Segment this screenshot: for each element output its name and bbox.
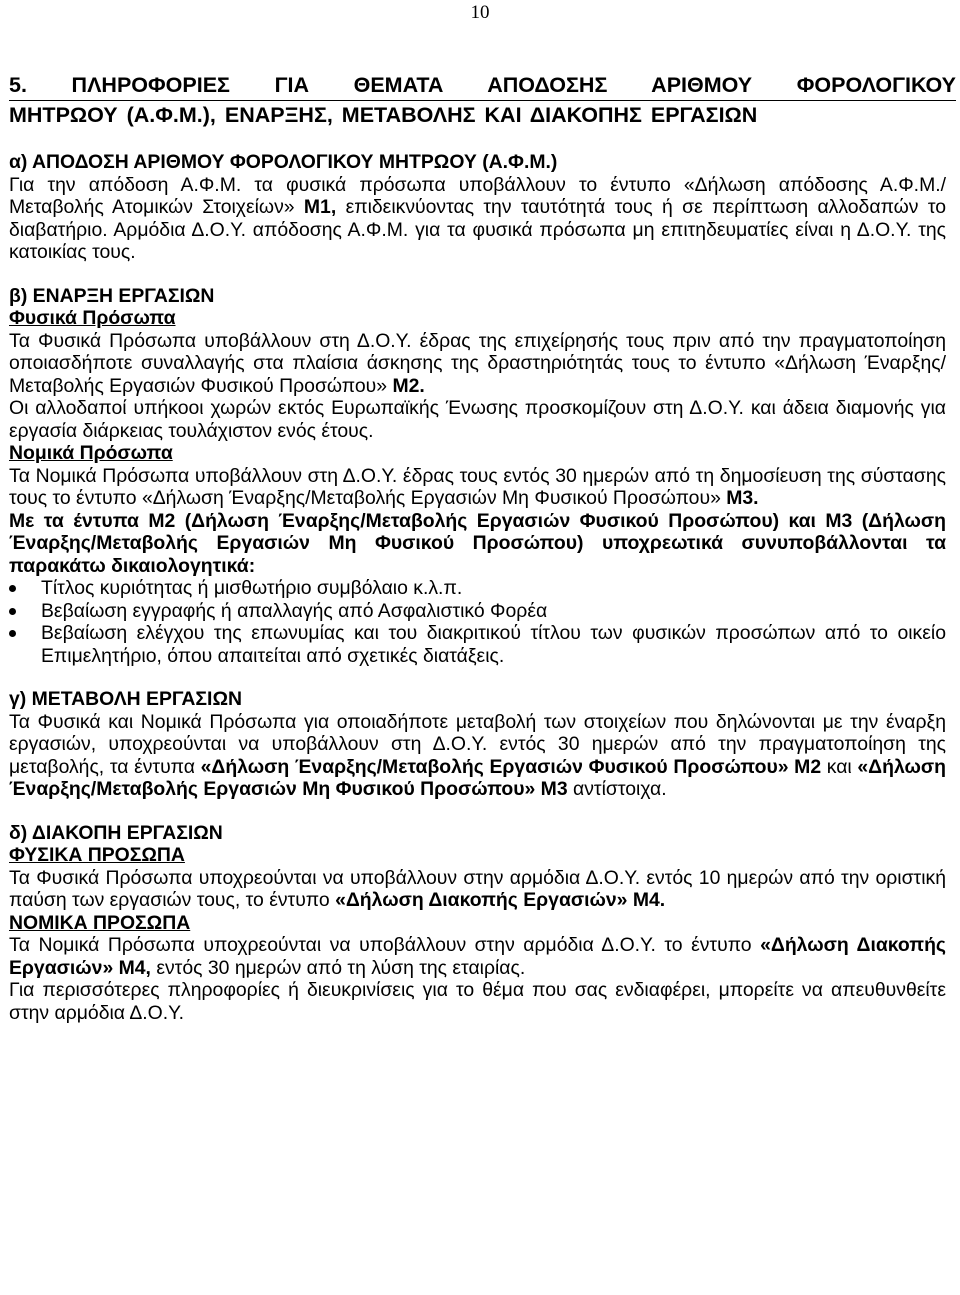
gamma-paragraph	[9, 711, 946, 801]
beta-heading: β) ΕΝΑΡΞΗ ΕΡΓΑΣΙΩΝ	[9, 284, 215, 307]
form-m2-ref: «Δήλωση Έναρξης/Μεταβολής Εργασιών Φυσικού Προσώπου» Μ2	[200, 755, 822, 778]
form-m1-ref: M1,	[303, 196, 337, 218]
alpha-text-1: Για την απόδοση Α.Φ.Μ. τα φυσικά πρόσωπα υποβάλλουν το έντυπο «Δήλωση απόδοσης Α.Φ.Μ./Μεταβολής Ατομικών Στοιχείων»	[9, 173, 946, 218]
list-item-text: Βεβαίωση ελέγχου της επωνυμίας και του διακριτικού τίτλου των φυσικών προσώπων από το οικείο Επιμελητήριο, όπου απαιτείται από σχετικές διατάξεις.	[41, 622, 946, 667]
delta-paragraph-2	[9, 934, 946, 979]
beta-paragraph-3	[9, 465, 946, 510]
document-page	[9, 71, 956, 1024]
list-item-text: Τίτλος κυριότητας ή μισθωτήριο συμβόλαιο κ.λ.π.	[41, 577, 463, 599]
section-5-heading	[9, 71, 956, 130]
delta-paragraph-3: Για περισσότερες πληροφορίες ή διευκρινίσεις για το θέμα που σας ενδιαφέρει, μπορείτε να απευθυνθείτε στην αρμόδια Δ.Ο.Υ.	[9, 979, 946, 1024]
section-5-heading-line2: ΜΗΤΡΩΟΥ (Α.Φ.Μ.), ΕΝΑΡΞΗΣ, ΜΕΤΑΒΟΛΗΣ ΚΑΙ ΔΙΑΚΟΠΗΣ ΕΡΓΑΣΙΩΝ	[9, 103, 758, 127]
alpha-paragraph	[9, 174, 946, 264]
delta-legal-heading: ΝΟΜΙΚΑ ΠΡΟΣΩΠΑ	[9, 911, 191, 934]
list-item	[9, 600, 946, 623]
form-m4-ref: «Δήλωση Διακοπής Εργασιών» Μ4,	[9, 934, 946, 979]
beta-physical-heading: Φυσικά Πρόσωπα	[9, 307, 176, 329]
alpha-text-2: επιδεικνύοντας την ταυτότητά τους ή σε περίπτωση αλλοδαπών το διαβατήριο. Αρμόδια Δ.Ο.Υ. απόδοσης Α.Φ.Μ. για τα φυσικά πρόσωπα μη επιτηδευματίες είναι η Δ.Ο.Υ. της κατοικίας τους.	[9, 196, 947, 263]
beta-text-1: Τα Φυσικά Πρόσωπα υποβάλλουν στη Δ.Ο.Υ. έδρας της επιχείρησής τους πριν από την πραγματοποίηση οποιασδήποτε συναλλαγής στα πλαίσια άσκησης της δραστηριότητάς τους το έντυπο «Δήλωση Έναρξης/Μεταβολής Εργασιών Φυσικού Προσώπου»	[9, 329, 946, 397]
list-item-text: Βεβαίωση εγγραφής ή απαλλαγής από Ασφαλιστικό Φορέα	[41, 599, 548, 622]
form-m2-ref: Μ2.	[392, 374, 425, 397]
list-item	[9, 577, 946, 600]
gamma-heading: γ) ΜΕΤΑΒΟΛΗ ΕΡΓΑΣΙΩΝ	[9, 688, 242, 710]
bullet-icon	[9, 630, 16, 637]
documents-list	[9, 577, 946, 667]
delta-heading: δ) ΔΙΑΚΟΠΗ ΕΡΓΑΣΙΩΝ	[9, 821, 223, 844]
form-m3-ref: «Δήλωση Έναρξης/Μεταβολής Εργασιών Μη Φυσικού Προσώπου» Μ3	[9, 755, 946, 800]
beta-legal-heading: Νομικά Πρόσωπα	[9, 442, 173, 464]
delta-physical-heading: ΦΥΣΙΚΑ ΠΡΟΣΩΠΑ	[9, 844, 185, 866]
beta-paragraph-1	[9, 330, 946, 398]
beta-text-3: Τα Νομικά Πρόσωπα υποβάλλουν στη Δ.Ο.Υ. έδρας τους εντός 30 ημερών από τη δημοσίευση της σύστασης τους το έντυπο «Δήλωση Έναρξης/Μεταβολής Εργασιών Μη Φυσικού Προσώπου»	[9, 464, 946, 509]
bullet-icon	[9, 585, 16, 592]
section-5-heading-line1: 5. ΠΛΗΡΟΦΟΡΙΕΣ ΓΙΑ ΘΕΜΑΤΑ ΑΠΟΔΟΣΗΣ ΑΡΙΘΜΟΥ ΦΟΡΟΛΟΓΙΚΟΥ	[9, 71, 956, 101]
gamma-text-1: Τα Φυσικά και Νομικά Πρόσωπα για οποιαδήποτε μεταβολή των στοιχείων που δηλώνονται με την έναρξη εργασιών, υποχρεούνται να υποβάλλουν στη Δ.Ο.Υ. εντός 30 ημερών από την πραγματοποίηση της μεταβολής, τα έντυπα	[9, 710, 946, 778]
page-number: 10	[470, 2, 490, 23]
gamma-text-3: αντίστοιχα.	[573, 778, 667, 800]
delta-text-3: εντός 30 ημερών από τη λύση της εταιρίας.	[156, 956, 526, 979]
delta-paragraph-1	[9, 867, 946, 912]
delta-text-1: Τα Φυσικά Πρόσωπα υποχρεούνται να υποβάλλουν στην αρμόδια Δ.Ο.Υ. εντός 10 ημερών από την οριστική παύση των εργασιών τους, το έντυπο	[9, 866, 946, 911]
beta-paragraph-2: Οι αλλοδαποί υπήκοοι χωρών εκτός Ευρωπαϊκής Ένωσης προσκομίζουν στη Δ.Ο.Υ. και άδεια διαμονής για εργασία διάρκειας τουλάχιστον ενός έτους.	[9, 397, 946, 442]
list-item	[9, 622, 946, 667]
alpha-heading: α) ΑΠΟΔΟΣΗ ΑΡΙΘΜΟΥ ΦΟΡΟΛΟΓΙΚΟΥ ΜΗΤΡΩΟΥ (Α.Φ.Μ.)	[9, 151, 558, 173]
bullet-icon	[9, 608, 16, 615]
gamma-text-2: και	[826, 755, 852, 778]
form-m3-ref: Μ3.	[726, 487, 759, 509]
form-m4-ref: «Δήλωση Διακοπής Εργασιών» Μ4.	[335, 889, 666, 911]
beta-bold-paragraph: Με τα έντυπα Μ2 (Δήλωση Έναρξης/Μεταβολής Εργασιών Φυσικού Προσώπου) και Μ3 (Δήλωση Έναρξης/Μεταβολής Εργασιών Μη Φυσικού Προσώπου) υποχρεωτικά συνυποβάλλονται τα παρακάτω δικαιολογητικά:	[9, 509, 946, 577]
delta-text-2: Τα Νομικά Πρόσωπα υποχρεούνται να υποβάλλουν στην αρμόδια Δ.Ο.Υ. το έντυπο	[9, 934, 752, 956]
